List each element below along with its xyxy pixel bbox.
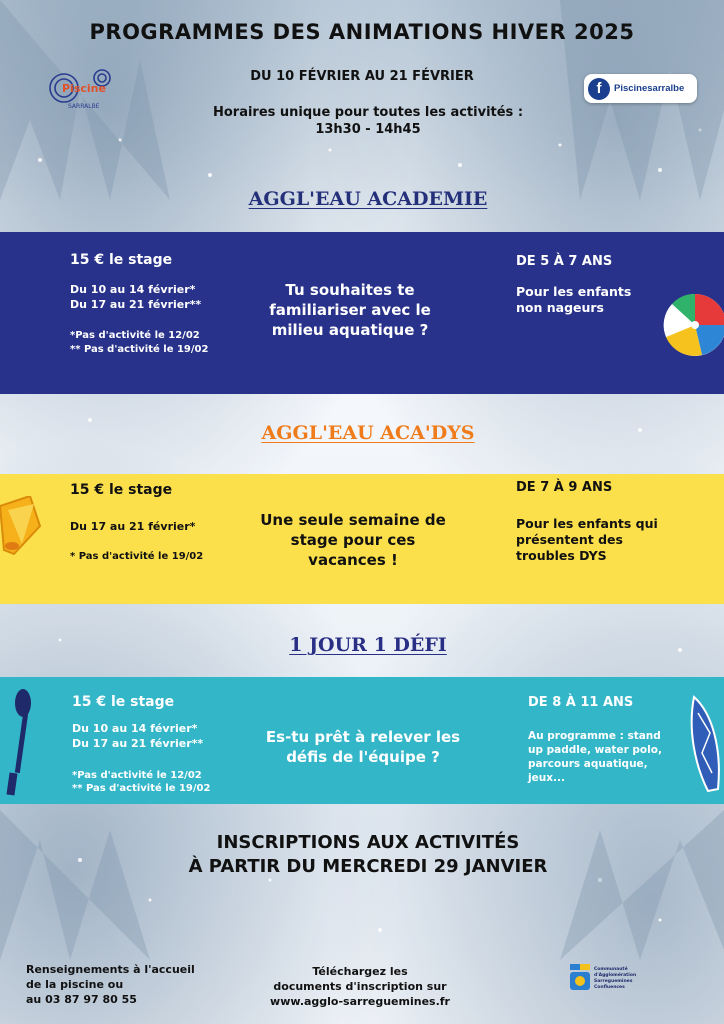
info-line-1: Renseignements à l'accueil [26,963,195,976]
logo-text: Piscine [62,82,106,95]
dates-line-1: Du 17 au 21 février* [70,520,196,533]
registration-line-2: À PARTIR DU MERCREDI 29 JANVIER [188,856,548,877]
dates-line-2: Du 17 au 21 février** [72,737,204,750]
facebook-icon: f [588,78,610,100]
note-1: * Pas d'activité le 19/02 [70,551,204,562]
dates-line-1: Du 10 au 14 février* [70,283,196,296]
audience: Au programme : stand up paddle, water polo, parcours aquatique, jeux... [528,730,662,784]
age-range: DE 5 À 7 ANS [516,254,613,269]
paddle-icon [2,689,36,801]
section-title-acadys: AGGL'EAU ACA'DYS [261,422,475,444]
facebook-link[interactable] [584,74,697,103]
agglo-line-3: Sarreguemines [594,979,633,984]
download-link[interactable]: www.agglo-sarreguemines.fr [270,995,450,1008]
agglo-line-4: Confluences [594,985,625,990]
dates-line-1: Du 10 au 14 février* [72,722,198,735]
tagline: Une seule semaine de stage pour ces vacances ! [260,511,446,569]
info-phone: au 03 87 97 80 55 [26,993,137,1006]
age-range: DE 7 À 9 ANS [516,480,613,495]
note-1: *Pas d'activité le 12/02 [70,330,200,341]
info-line-2: de la piscine ou [26,978,124,991]
price: 15 € le stage [70,252,173,268]
audience: Pour les enfants qui présentent des troubles DYS [516,516,658,563]
age-range: DE 8 À 11 ANS [528,695,634,710]
band-defi [0,677,724,804]
note-1: *Pas d'activité le 12/02 [72,770,202,781]
agglo-line-2: d'Agglomération [594,973,637,978]
band-acadys [0,474,724,604]
section-title-academie: AGGL'EAU ACADEMIE [248,188,488,210]
audience: Pour les enfants non nageurs [516,284,632,315]
agglo-logo [570,962,650,992]
download-line-1: Téléchargez les [312,965,408,978]
price: 15 € le stage [72,694,175,710]
note-2: ** Pas d'activité le 19/02 [70,344,209,355]
agglo-line-1: Communauté [594,967,628,972]
dates-line-2: Du 17 au 21 février** [70,298,202,311]
date-range: DU 10 FÉVRIER AU 21 FÉVRIER [250,69,474,84]
tagline: Es-tu prêt à relever les défis de l'équipe ? [265,728,461,766]
hours-label: Horaires unique pour toutes les activités : [212,105,524,120]
piscine-logo [44,66,118,112]
download-line-2: documents d'inscription sur [273,980,447,993]
facebook-label: Piscinesarralbe [614,83,685,94]
logo-subtext: SARRALBE [68,103,100,110]
band-academie [0,232,724,394]
section-title-defi: 1 JOUR 1 DÉFI [289,634,447,656]
note-2: ** Pas d'activité le 19/02 [72,783,211,794]
hours-value: 13h30 - 14h45 [315,122,421,137]
registration-line-1: INSCRIPTIONS AUX ACTIVITÉS [216,832,520,853]
beach-ball-icon [662,292,724,358]
page-title: PROGRAMMES DES ANIMATIONS HIVER 2025 [89,20,635,44]
price: 15 € le stage [70,482,173,498]
swim-fins-icon [0,496,48,556]
surfboard-icon [688,693,724,793]
tagline: Tu souhaites te familiariser avec le milieu aquatique ? [269,281,431,339]
